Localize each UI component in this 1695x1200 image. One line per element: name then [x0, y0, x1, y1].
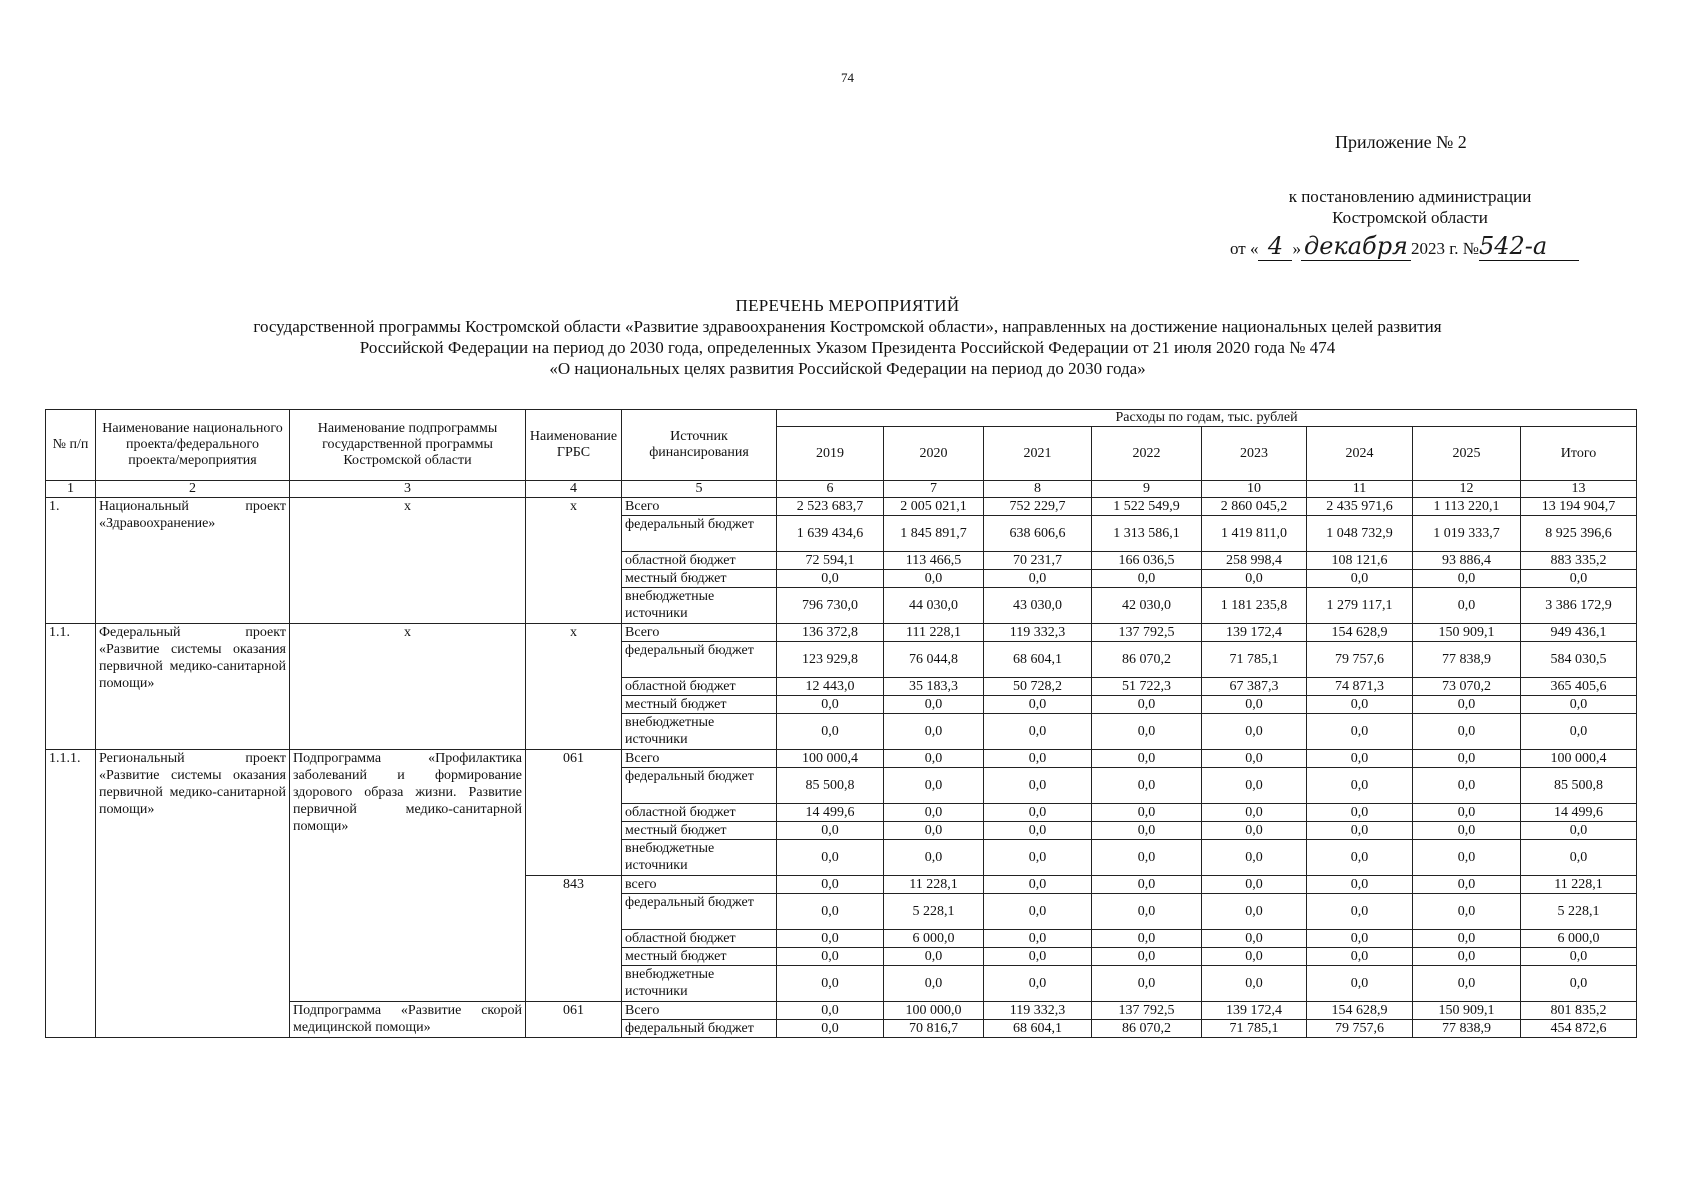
value-cell: 44 030,0: [884, 588, 984, 624]
value-cell: 86 070,2: [1092, 1020, 1202, 1038]
project-name: Региональный проект «Развитие системы оказания первичной медико-санитарной помощи»: [96, 750, 290, 1038]
value-cell: 0,0: [1202, 714, 1307, 750]
value-cell: 0,0: [1202, 570, 1307, 588]
value-cell: 0,0: [1307, 876, 1413, 894]
value-cell: 0,0: [984, 570, 1092, 588]
title-line-4: «О национальных целях развития Российской Федерации на период до 2030 года»: [549, 359, 1146, 378]
column-index: 10: [1202, 481, 1307, 498]
value-cell: 77 838,9: [1413, 1020, 1521, 1038]
funding-source-cell: внебюджетные источники: [622, 588, 777, 624]
total-cell: 0,0: [1521, 822, 1637, 840]
value-cell: 0,0: [1307, 768, 1413, 804]
value-cell: 0,0: [1307, 930, 1413, 948]
column-index: 8: [984, 481, 1092, 498]
header-subprogram: Наименование подпрограммы государственной программы Костромской области: [290, 410, 526, 481]
value-cell: 0,0: [777, 840, 884, 876]
value-cell: 72 594,1: [777, 552, 884, 570]
value-cell: 137 792,5: [1092, 624, 1202, 642]
total-cell: 883 335,2: [1521, 552, 1637, 570]
value-cell: 1 845 891,7: [884, 516, 984, 552]
header-year: 2019: [777, 427, 884, 481]
funding-source-cell: Всего: [622, 1002, 777, 1020]
value-cell: 150 909,1: [1413, 624, 1521, 642]
value-cell: 0,0: [1092, 768, 1202, 804]
value-cell: 150 909,1: [1413, 1002, 1521, 1020]
funding-source-cell: федеральный бюджет: [622, 894, 777, 930]
value-cell: 139 172,4: [1202, 624, 1307, 642]
value-cell: 0,0: [1202, 768, 1307, 804]
decree-date-mid: »: [1292, 239, 1301, 258]
value-cell: 74 871,3: [1307, 678, 1413, 696]
value-cell: 0,0: [1092, 966, 1202, 1002]
value-cell: 0,0: [777, 966, 884, 1002]
value-cell: 0,0: [1202, 966, 1307, 1002]
decree-year: 2023 г. №: [1410, 239, 1479, 258]
funding-source-cell: федеральный бюджет: [622, 768, 777, 804]
decree-date-prefix: от «: [1230, 239, 1259, 258]
decree-line-1: к постановлению администрации: [1288, 187, 1532, 206]
header-year: 2025: [1413, 427, 1521, 481]
value-cell: 67 387,3: [1202, 678, 1307, 696]
value-cell: 43 030,0: [984, 588, 1092, 624]
value-cell: 0,0: [884, 822, 984, 840]
value-cell: 79 757,6: [1307, 1020, 1413, 1038]
funding-source-cell: областной бюджет: [622, 678, 777, 696]
total-cell: 11 228,1: [1521, 876, 1637, 894]
value-cell: 0,0: [1413, 570, 1521, 588]
funding-source-cell: федеральный бюджет: [622, 642, 777, 678]
value-cell: 6 000,0: [884, 930, 984, 948]
value-cell: 42 030,0: [1092, 588, 1202, 624]
value-cell: 0,0: [1202, 750, 1307, 768]
value-cell: 1 313 586,1: [1092, 516, 1202, 552]
value-cell: 108 121,6: [1307, 552, 1413, 570]
total-cell: 0,0: [1521, 696, 1637, 714]
value-cell: 154 628,9: [1307, 624, 1413, 642]
subprogram-cell: Подпрограмма «Профилактика заболеваний и формирование здорового образа жизни. Развитие первичной медико-санитарной помощи»: [290, 750, 526, 1002]
value-cell: 137 792,5: [1092, 1002, 1202, 1020]
value-cell: 0,0: [1307, 822, 1413, 840]
column-index: 2: [96, 481, 290, 498]
column-index: 7: [884, 481, 984, 498]
value-cell: 0,0: [1307, 714, 1413, 750]
value-cell: 0,0: [777, 1020, 884, 1038]
value-cell: 1 419 811,0: [1202, 516, 1307, 552]
total-cell: 0,0: [1521, 570, 1637, 588]
value-cell: 0,0: [777, 948, 884, 966]
grbs-cell: 843: [526, 876, 622, 1002]
value-cell: 14 499,6: [777, 804, 884, 822]
funding-source-cell: областной бюджет: [622, 804, 777, 822]
value-cell: 154 628,9: [1307, 1002, 1413, 1020]
grbs-cell: 061: [526, 750, 622, 876]
value-cell: 0,0: [1307, 840, 1413, 876]
table-row: [46, 750, 1637, 768]
value-cell: 0,0: [1413, 588, 1521, 624]
value-cell: 0,0: [1413, 822, 1521, 840]
value-cell: 0,0: [884, 570, 984, 588]
handwritten-month: декабря: [1301, 232, 1411, 261]
value-cell: 86 070,2: [1092, 642, 1202, 678]
value-cell: 0,0: [984, 768, 1092, 804]
decree-line-2: Костромской области: [1332, 208, 1488, 227]
value-cell: 0,0: [884, 750, 984, 768]
column-index: 3: [290, 481, 526, 498]
total-cell: 5 228,1: [1521, 894, 1637, 930]
value-cell: 0,0: [1092, 840, 1202, 876]
value-cell: 166 036,5: [1092, 552, 1202, 570]
value-cell: 1 048 732,9: [1307, 516, 1413, 552]
value-cell: 0,0: [1413, 804, 1521, 822]
header-year: 2021: [984, 427, 1092, 481]
value-cell: 1 279 117,1: [1307, 588, 1413, 624]
funding-source-cell: местный бюджет: [622, 948, 777, 966]
value-cell: 0,0: [1413, 768, 1521, 804]
value-cell: 0,0: [777, 714, 884, 750]
value-cell: 752 229,7: [984, 498, 1092, 516]
appendix-label: Приложение № 2: [1335, 132, 1467, 152]
value-cell: 71 785,1: [1202, 1020, 1307, 1038]
column-index: 11: [1307, 481, 1413, 498]
total-cell: 8 925 396,6: [1521, 516, 1637, 552]
total-cell: 454 872,6: [1521, 1020, 1637, 1038]
column-index: 6: [777, 481, 884, 498]
value-cell: 0,0: [1092, 570, 1202, 588]
funding-source-cell: Всего: [622, 498, 777, 516]
value-cell: 0,0: [1092, 714, 1202, 750]
value-cell: 0,0: [777, 696, 884, 714]
total-cell: 0,0: [1521, 714, 1637, 750]
total-cell: 949 436,1: [1521, 624, 1637, 642]
value-cell: 0,0: [984, 822, 1092, 840]
column-index: 12: [1413, 481, 1521, 498]
page-number: 74: [841, 70, 854, 85]
value-cell: 0,0: [1202, 930, 1307, 948]
value-cell: 0,0: [984, 948, 1092, 966]
title-line-1: ПЕРЕЧЕНЬ МЕРОПРИЯТИЙ: [735, 296, 960, 315]
value-cell: 1 522 549,9: [1092, 498, 1202, 516]
value-cell: 123 929,8: [777, 642, 884, 678]
value-cell: 111 228,1: [884, 624, 984, 642]
value-cell: 0,0: [984, 930, 1092, 948]
project-name: Федеральный проект «Развитие системы оказания первичной медико-санитарной помощи»: [96, 624, 290, 750]
funding-source-cell: местный бюджет: [622, 696, 777, 714]
total-cell: 0,0: [1521, 840, 1637, 876]
table-row: [46, 498, 1637, 516]
value-cell: 0,0: [777, 822, 884, 840]
value-cell: 0,0: [1092, 876, 1202, 894]
value-cell: 76 044,8: [884, 642, 984, 678]
value-cell: 79 757,6: [1307, 642, 1413, 678]
value-cell: 0,0: [884, 804, 984, 822]
header-project: Наименование национального проекта/федерального проекта/мероприятия: [96, 410, 290, 481]
funding-source-cell: областной бюджет: [622, 930, 777, 948]
value-cell: 0,0: [984, 696, 1092, 714]
value-cell: 0,0: [1202, 840, 1307, 876]
value-cell: 0,0: [1413, 696, 1521, 714]
value-cell: 0,0: [1413, 966, 1521, 1002]
decree-reference: [1200, 186, 1620, 228]
funding-source-cell: федеральный бюджет: [622, 1020, 777, 1038]
value-cell: 796 730,0: [777, 588, 884, 624]
value-cell: 51 722,3: [1092, 678, 1202, 696]
value-cell: 12 443,0: [777, 678, 884, 696]
value-cell: 0,0: [1413, 948, 1521, 966]
grbs-cell: х: [526, 498, 622, 624]
value-cell: 119 332,3: [984, 624, 1092, 642]
value-cell: 77 838,9: [1413, 642, 1521, 678]
subprogram-cell: Подпрограмма «Развитие скорой медицинской помощи»: [290, 1002, 526, 1038]
value-cell: 0,0: [1307, 948, 1413, 966]
value-cell: 0,0: [1092, 930, 1202, 948]
column-index: 1: [46, 481, 96, 498]
value-cell: 0,0: [777, 570, 884, 588]
table-row: [46, 624, 1637, 642]
title-line-2: государственной программы Костромской области «Развитие здравоохранения Костромской области», направленных на достижение национальных целей развития: [253, 317, 1442, 336]
header-num: № п/п: [46, 410, 96, 481]
value-cell: 1 019 333,7: [1413, 516, 1521, 552]
value-cell: 0,0: [777, 1002, 884, 1020]
total-cell: 0,0: [1521, 966, 1637, 1002]
funding-source-cell: всего: [622, 876, 777, 894]
header-year: 2022: [1092, 427, 1202, 481]
value-cell: 0,0: [984, 804, 1092, 822]
funding-source-cell: федеральный бюджет: [622, 516, 777, 552]
document-title: [0, 295, 1695, 379]
value-cell: 1 113 220,1: [1413, 498, 1521, 516]
value-cell: 0,0: [1413, 930, 1521, 948]
header-year: 2024: [1307, 427, 1413, 481]
value-cell: 0,0: [1307, 570, 1413, 588]
total-cell: 85 500,8: [1521, 768, 1637, 804]
value-cell: 0,0: [1413, 840, 1521, 876]
value-cell: 1 639 434,6: [777, 516, 884, 552]
decree-date: [1230, 232, 1579, 261]
value-cell: 0,0: [1307, 894, 1413, 930]
value-cell: 0,0: [984, 966, 1092, 1002]
value-cell: 70 231,7: [984, 552, 1092, 570]
value-cell: 0,0: [1092, 948, 1202, 966]
value-cell: 0,0: [1202, 822, 1307, 840]
value-cell: 93 886,4: [1413, 552, 1521, 570]
value-cell: 5 228,1: [884, 894, 984, 930]
value-cell: 68 604,1: [984, 1020, 1092, 1038]
value-cell: 119 332,3: [984, 1002, 1092, 1020]
subprogram-cell: х: [290, 498, 526, 624]
header-year: 2020: [884, 427, 984, 481]
column-index: 13: [1521, 481, 1637, 498]
handwritten-day: 4: [1258, 232, 1292, 261]
value-cell: 0,0: [1092, 696, 1202, 714]
value-cell: 0,0: [1092, 750, 1202, 768]
value-cell: 0,0: [1202, 696, 1307, 714]
column-index: 5: [622, 481, 777, 498]
subprogram-cell: х: [290, 624, 526, 750]
total-cell: 0,0: [1521, 948, 1637, 966]
value-cell: 0,0: [1307, 966, 1413, 1002]
total-cell: 13 194 904,7: [1521, 498, 1637, 516]
funding-source-cell: внебюджетные источники: [622, 966, 777, 1002]
value-cell: 0,0: [1413, 876, 1521, 894]
value-cell: 0,0: [777, 894, 884, 930]
value-cell: 0,0: [1092, 822, 1202, 840]
funding-source-cell: Всего: [622, 750, 777, 768]
value-cell: 0,0: [884, 966, 984, 1002]
value-cell: 100 000,4: [777, 750, 884, 768]
header-total: Итого: [1521, 427, 1637, 481]
value-cell: 0,0: [1307, 804, 1413, 822]
value-cell: 136 372,8: [777, 624, 884, 642]
funding-source-cell: Всего: [622, 624, 777, 642]
total-cell: 584 030,5: [1521, 642, 1637, 678]
row-number: 1.1.1.: [46, 750, 96, 1038]
column-index-row: [46, 481, 1637, 498]
total-cell: 3 386 172,9: [1521, 588, 1637, 624]
total-cell: 14 499,6: [1521, 804, 1637, 822]
value-cell: 0,0: [1413, 750, 1521, 768]
value-cell: 0,0: [1202, 804, 1307, 822]
funding-source-cell: местный бюджет: [622, 570, 777, 588]
value-cell: 0,0: [1413, 714, 1521, 750]
funding-source-cell: внебюджетные источники: [622, 714, 777, 750]
column-index: 9: [1092, 481, 1202, 498]
value-cell: 0,0: [884, 696, 984, 714]
value-cell: 2 005 021,1: [884, 498, 984, 516]
value-cell: 0,0: [884, 714, 984, 750]
value-cell: 2 435 971,6: [1307, 498, 1413, 516]
total-cell: 6 000,0: [1521, 930, 1637, 948]
value-cell: 0,0: [884, 840, 984, 876]
grbs-cell: 061: [526, 1002, 622, 1038]
value-cell: 2 523 683,7: [777, 498, 884, 516]
header-source: Источник финансирования: [622, 410, 777, 481]
value-cell: 0,0: [1092, 804, 1202, 822]
column-index: 4: [526, 481, 622, 498]
total-cell: 365 405,6: [1521, 678, 1637, 696]
value-cell: 0,0: [1307, 696, 1413, 714]
value-cell: 0,0: [984, 714, 1092, 750]
value-cell: 0,0: [984, 894, 1092, 930]
value-cell: 0,0: [777, 930, 884, 948]
handwritten-number: 542-а: [1479, 232, 1579, 261]
value-cell: 71 785,1: [1202, 642, 1307, 678]
value-cell: 0,0: [884, 948, 984, 966]
header-expenses: Расходы по годам, тыс. рублей: [777, 410, 1637, 427]
value-cell: 50 728,2: [984, 678, 1092, 696]
value-cell: 0,0: [984, 876, 1092, 894]
value-cell: 258 998,4: [1202, 552, 1307, 570]
value-cell: 0,0: [1202, 876, 1307, 894]
value-cell: 100 000,0: [884, 1002, 984, 1020]
value-cell: 68 604,1: [984, 642, 1092, 678]
value-cell: 0,0: [777, 876, 884, 894]
row-number: 1.: [46, 498, 96, 624]
value-cell: 0,0: [1413, 894, 1521, 930]
value-cell: 11 228,1: [884, 876, 984, 894]
total-cell: 801 835,2: [1521, 1002, 1637, 1020]
grbs-cell: х: [526, 624, 622, 750]
value-cell: 0,0: [884, 768, 984, 804]
header-grbs: Наименование ГРБС: [526, 410, 622, 481]
value-cell: 638 606,6: [984, 516, 1092, 552]
value-cell: 85 500,8: [777, 768, 884, 804]
value-cell: 0,0: [984, 750, 1092, 768]
value-cell: 0,0: [1307, 750, 1413, 768]
value-cell: 1 181 235,8: [1202, 588, 1307, 624]
header-year: 2023: [1202, 427, 1307, 481]
value-cell: 70 816,7: [884, 1020, 984, 1038]
row-number: 1.1.: [46, 624, 96, 750]
funding-source-cell: областной бюджет: [622, 552, 777, 570]
value-cell: 35 183,3: [884, 678, 984, 696]
events-table: [45, 409, 1637, 1038]
value-cell: 0,0: [1202, 948, 1307, 966]
value-cell: 0,0: [1092, 894, 1202, 930]
value-cell: 2 860 045,2: [1202, 498, 1307, 516]
funding-source-cell: местный бюджет: [622, 822, 777, 840]
value-cell: 113 466,5: [884, 552, 984, 570]
funding-source-cell: внебюджетные источники: [622, 840, 777, 876]
title-line-3: Российской Федерации на период до 2030 года, определенных Указом Президента Российской Федерации от 21 июля 2020 года № 474: [359, 338, 1336, 357]
project-name: Национальный проект «Здравоохранение»: [96, 498, 290, 624]
value-cell: 0,0: [1202, 894, 1307, 930]
value-cell: 139 172,4: [1202, 1002, 1307, 1020]
total-cell: 100 000,4: [1521, 750, 1637, 768]
value-cell: 0,0: [984, 840, 1092, 876]
value-cell: 73 070,2: [1413, 678, 1521, 696]
